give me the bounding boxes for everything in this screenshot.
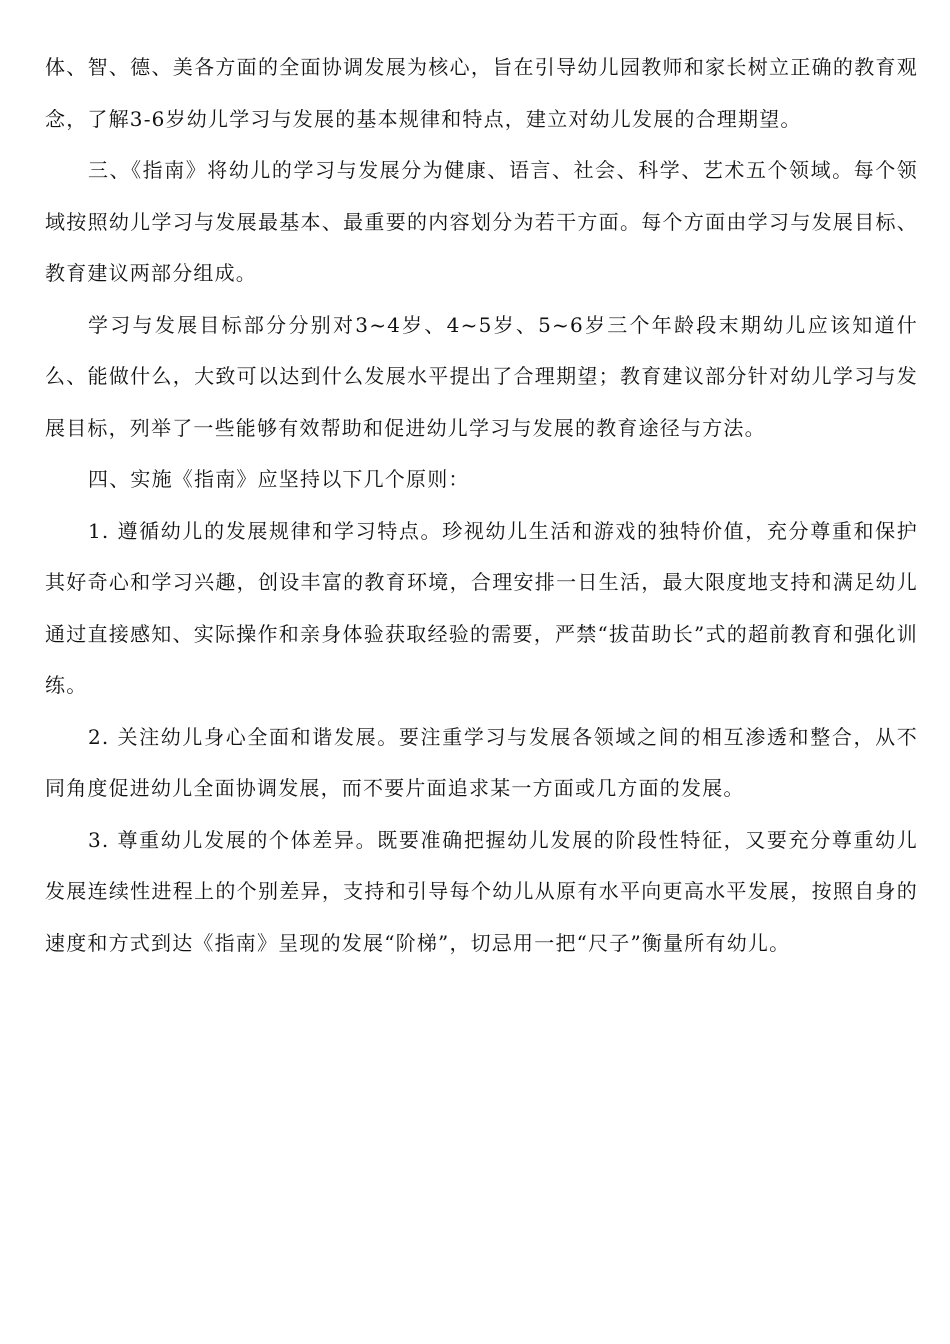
paragraph-learning-goals: 学习与发展目标部分分别对3~4岁、4~5岁、5~6岁三个年龄段末期幼儿应该知道什么、能做什么，大致可以达到什么发展水平提出了合理期望；教育建议部分针对幼儿学习与发展目标，列举了一些能够有效帮助和促进幼儿学习与发展的教育途径与方法。 [45,312,918,440]
paragraph-continuation: 体、智、德、美各方面的全面协调发展为核心，旨在引导幼儿园教师和家长树立正确的教育观念，了解3-6岁幼儿学习与发展的基本规律和特点，建立对幼儿发展的合理期望。 [45,55,918,131]
document-body [45,42,918,969]
paragraph-principle-3: 3. 尊重幼儿发展的个体差异。既要准确把握幼儿发展的阶段性特征，又要充分尊重幼儿发展连续性进程上的个别差异，支持和引导每个幼儿从原有水平向更高水平发展，按照自身的速度和方式到达《指南》呈现的发展“阶梯”，切忌用一把“尺子”衡量所有幼儿。 [45,827,918,955]
paragraph-section-three: 三、《指南》将幼儿的学习与发展分为健康、语言、社会、科学、艺术五个领域。每个领域按照幼儿学习与发展最基本、最重要的内容划分为若干方面。每个方面由学习与发展目标、教育建议两部分组成。 [45,158,918,285]
paragraph-principle-2: 2. 关注幼儿身心全面和谐发展。要注重学习与发展各领域之间的相互渗透和整合，从不同角度促进幼儿全面协调发展，而不要片面追求某一方面或几方面的发展。 [45,724,918,800]
paragraph-principle-1: 1. 遵循幼儿的发展规律和学习特点。珍视幼儿生活和游戏的独特价值，充分尊重和保护其好奇心和学习兴趣，创设丰富的教育环境，合理安排一日生活，最大限度地支持和满足幼儿通过直接感知、实际操作和亲身体验获取经验的需要，严禁“拔苗助长”式的超前教育和强化训练。 [45,518,918,697]
paragraph-section-four: 四、实施《指南》应坚持以下几个原则： [88,467,470,491]
